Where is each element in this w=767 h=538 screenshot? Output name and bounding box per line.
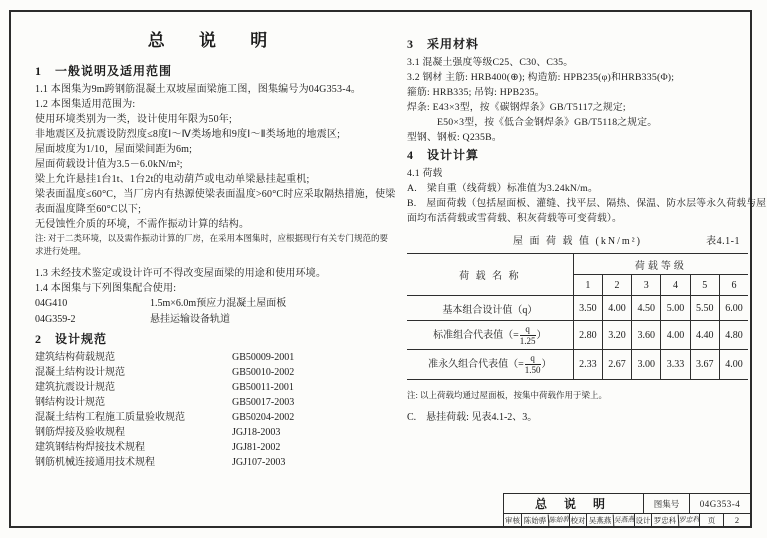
value-cell: 3.20 xyxy=(602,321,631,350)
ref-atlas-id: 04G359-2 xyxy=(35,313,76,325)
body-line: 无侵蚀性介质的环境，不需作振动计算的结构。 xyxy=(35,219,250,230)
body-line: 表面温度降至60°C以下; xyxy=(35,204,142,215)
table-row xyxy=(407,296,748,321)
value-cell: 4.50 xyxy=(632,296,661,321)
materials-line: 焊条: E43×3型，按《碳钢焊条》GB/T5117之规定; xyxy=(407,102,626,113)
section-3-heading: 3 采用材料 xyxy=(407,37,480,51)
design-code-row xyxy=(35,440,395,455)
grade-col-header: 5 xyxy=(690,275,719,296)
ref-atlas-row xyxy=(35,296,395,312)
credit-name: 吴燕燕 xyxy=(586,514,613,526)
grade-col-header: 3 xyxy=(632,275,661,296)
table-caption-row xyxy=(407,235,748,249)
value-cell: 3.33 xyxy=(661,350,690,380)
right-column xyxy=(407,34,767,423)
body-line: 梁表面温度≤60°C，当厂房内有热源使梁表面温度>60°C时应采取隔热措施，使梁 xyxy=(35,189,396,200)
design-code-row xyxy=(35,380,395,395)
section-4-heading: 4 设计计算 xyxy=(407,148,480,162)
body-line: 1.2 本图集适用范围为: xyxy=(35,99,136,110)
grade-col-header: 1 xyxy=(573,275,602,296)
credit-label: 设计 xyxy=(635,515,651,525)
credit-label: 审核 xyxy=(505,515,520,525)
grade-col-header: 2 xyxy=(602,275,631,296)
footnote-line: 求进行处理。 xyxy=(35,246,87,256)
value-cell: 3.60 xyxy=(632,321,661,350)
value-cell: 2.67 xyxy=(602,350,631,380)
value-cell: 5.50 xyxy=(690,296,719,321)
value-cell: 4.40 xyxy=(690,321,719,350)
materials-line: 3.2 钢材 主筋: HRB400(⊕); 构造筋: HPB235(φ)和HRB335(Φ); xyxy=(407,72,675,83)
calc-line: A. 梁自重（线荷载）标准值为3.24kN/m。 xyxy=(407,183,598,194)
calc-line: 4.1 荷载 xyxy=(407,168,443,179)
load-grade-group-header: 荷载等级 xyxy=(573,254,748,275)
design-code-row xyxy=(35,410,395,425)
value-cell: 3.00 xyxy=(632,350,661,380)
code-name: 钢筋机械连接通用技术规程 xyxy=(35,457,155,468)
body-line: 1.3 未经技术鉴定或设计许可不得改变屋面梁的用途和使用环境。 xyxy=(35,268,327,279)
page-number: 2 xyxy=(723,514,750,526)
fraction: $\frac{q}{1.25}$ xyxy=(519,323,536,346)
section-1-heading: 1 一般说明及适用范围 xyxy=(35,64,173,78)
section-2-heading: 2 设计规范 xyxy=(35,332,108,346)
value-cell: 2.33 xyxy=(573,350,602,380)
value-cell: 6.00 xyxy=(719,296,748,321)
body-line: 1.1 本图集为9m跨钢筋混凝土双坡屋面梁施工图，图集编号为04G353-4。 xyxy=(35,84,362,95)
materials-line: E50×3型，按《低合金钢焊条》GB/T5118之规定。 xyxy=(407,117,658,128)
title-block-credits-row xyxy=(504,514,750,526)
page-title: 总 说 明 xyxy=(147,31,283,50)
design-code-row xyxy=(35,395,395,410)
body-line: 屋面坡度为1/10，屋面梁间距为6m; xyxy=(35,144,193,155)
grade-col-header: 4 xyxy=(661,275,690,296)
code-number: GB50017-2003 xyxy=(232,397,295,408)
credit-name: 罗忠科 xyxy=(651,514,678,526)
materials-line: 3.1 混凝土强度等级C25、C30、C35。 xyxy=(407,57,574,68)
value-cell: 4.00 xyxy=(602,296,631,321)
code-number: GB50204-2002 xyxy=(232,412,295,423)
load-row-name: 准永久组合代表值（= $\frac{q}{1.50}$ ） xyxy=(407,350,573,380)
code-name: 建筑抗震设计规范 xyxy=(35,382,115,393)
code-name: 钢筋焊接及验收规程 xyxy=(35,427,125,438)
load-name-header: 荷 载 名 称 xyxy=(407,254,573,296)
load-row-name: 标准组合代表值（= $\frac{q}{1.25}$ ） xyxy=(407,321,573,350)
calc-line: B. 屋面荷载（包括屋面板、灌缝、找平层、隔热、保温、防水层等永久荷载与屋 xyxy=(407,198,767,209)
table-number: 表4.1-1 xyxy=(706,236,740,247)
code-number: GB50010-2002 xyxy=(232,367,295,378)
fraction: $\frac{q}{1.50}$ xyxy=(524,353,541,375)
code-number: GB50011-2001 xyxy=(232,382,294,393)
ref-atlas-id: 04G410 xyxy=(35,298,68,309)
value-cell: 2.80 xyxy=(573,321,602,350)
ref-atlas-name: 1.5m×6.0m预应力混凝土屋面板 xyxy=(150,298,287,309)
value-cell: 4.00 xyxy=(719,350,748,380)
value-cell: 3.50 xyxy=(573,296,602,321)
code-name: 建筑结构荷载规范 xyxy=(35,352,115,363)
body-line: 使用环境类别为一类，设计使用年限为50年; xyxy=(35,114,232,125)
suspension-load-line: C. 悬挂荷载: 见表4.1-2、3。 xyxy=(407,412,538,423)
table-note: 注: 以上荷载均通过屋面板，按集中荷载作用于梁上。 xyxy=(407,390,607,400)
design-code-row xyxy=(35,350,395,365)
credit-label: 校对 xyxy=(570,515,586,525)
table-row xyxy=(407,321,748,350)
value-cell: 3.67 xyxy=(690,350,719,380)
design-code-row xyxy=(35,365,395,380)
credit-signature: 陈始骅 xyxy=(548,513,570,526)
credit-signature: 罗忠科 xyxy=(678,513,700,526)
page-label: 页 xyxy=(699,514,723,526)
title-block-top-row xyxy=(504,494,750,514)
body-line: 非地震区及抗震设防烈度≤8度Ⅰ～Ⅳ类场地和9度Ⅰ～Ⅱ类场地的地震区; xyxy=(35,129,341,140)
atlas-no-label: 图集号 xyxy=(643,494,689,513)
ref-atlas-name: 悬挂运输设备轨道 xyxy=(150,313,230,325)
code-name: 混凝土结构工程施工质量验收规范 xyxy=(35,412,185,423)
credit-name: 陈始骅 xyxy=(521,514,548,526)
design-code-row xyxy=(35,425,395,440)
value-cell: 4.00 xyxy=(661,321,690,350)
body-line: 梁上允许悬挂1台1t、1台2t的电动葫芦或电动单梁悬挂起重机; xyxy=(35,174,310,185)
code-name: 建筑钢结构焊接技术规程 xyxy=(35,442,145,453)
credit-signature: 吴燕燕 xyxy=(613,513,635,526)
code-number: GB50009-2001 xyxy=(232,352,295,363)
left-column xyxy=(35,26,395,470)
code-number: JGJ18-2003 xyxy=(232,427,281,438)
table-caption: 屋 面 荷 载 值 (kN/m²) xyxy=(513,236,642,247)
code-name: 混凝土结构设计规范 xyxy=(35,367,125,378)
code-number: JGJ81-2002 xyxy=(232,442,281,453)
footnote-line: 注: 对于二类环境，以及需作振动计算的厂房，在采用本图集时，应根据现行有关专门规范的要 xyxy=(35,233,388,243)
grade-col-header: 6 xyxy=(719,275,748,296)
materials-line: 箍筋: HRB335; 吊钩: HPB235。 xyxy=(407,87,545,98)
value-cell: 4.80 xyxy=(719,321,748,350)
roof-load-table xyxy=(407,253,748,380)
load-row-name: 基本组合设计值（q） xyxy=(407,296,573,321)
code-name: 钢结构设计规范 xyxy=(35,397,105,408)
title-block-title: 总 说 明 xyxy=(534,497,612,511)
table-row xyxy=(407,350,748,380)
value-cell: 5.00 xyxy=(661,296,690,321)
body-line: 屋面荷载设计值为3.5－6.0kN/m²; xyxy=(35,159,183,170)
design-code-row xyxy=(35,455,395,470)
calc-line: 面均布活荷载或雪荷载、积灰荷载等可变荷载）。 xyxy=(407,213,623,224)
materials-line: 型钢、钢板: Q235B。 xyxy=(407,132,502,143)
code-number: JGJ107-2003 xyxy=(232,457,286,468)
body-line: 1.4 本图集与下列图集配合使用: xyxy=(35,283,177,294)
title-block xyxy=(503,493,750,526)
ref-atlas-row xyxy=(35,312,395,328)
atlas-no: 04G353-4 xyxy=(689,494,750,513)
